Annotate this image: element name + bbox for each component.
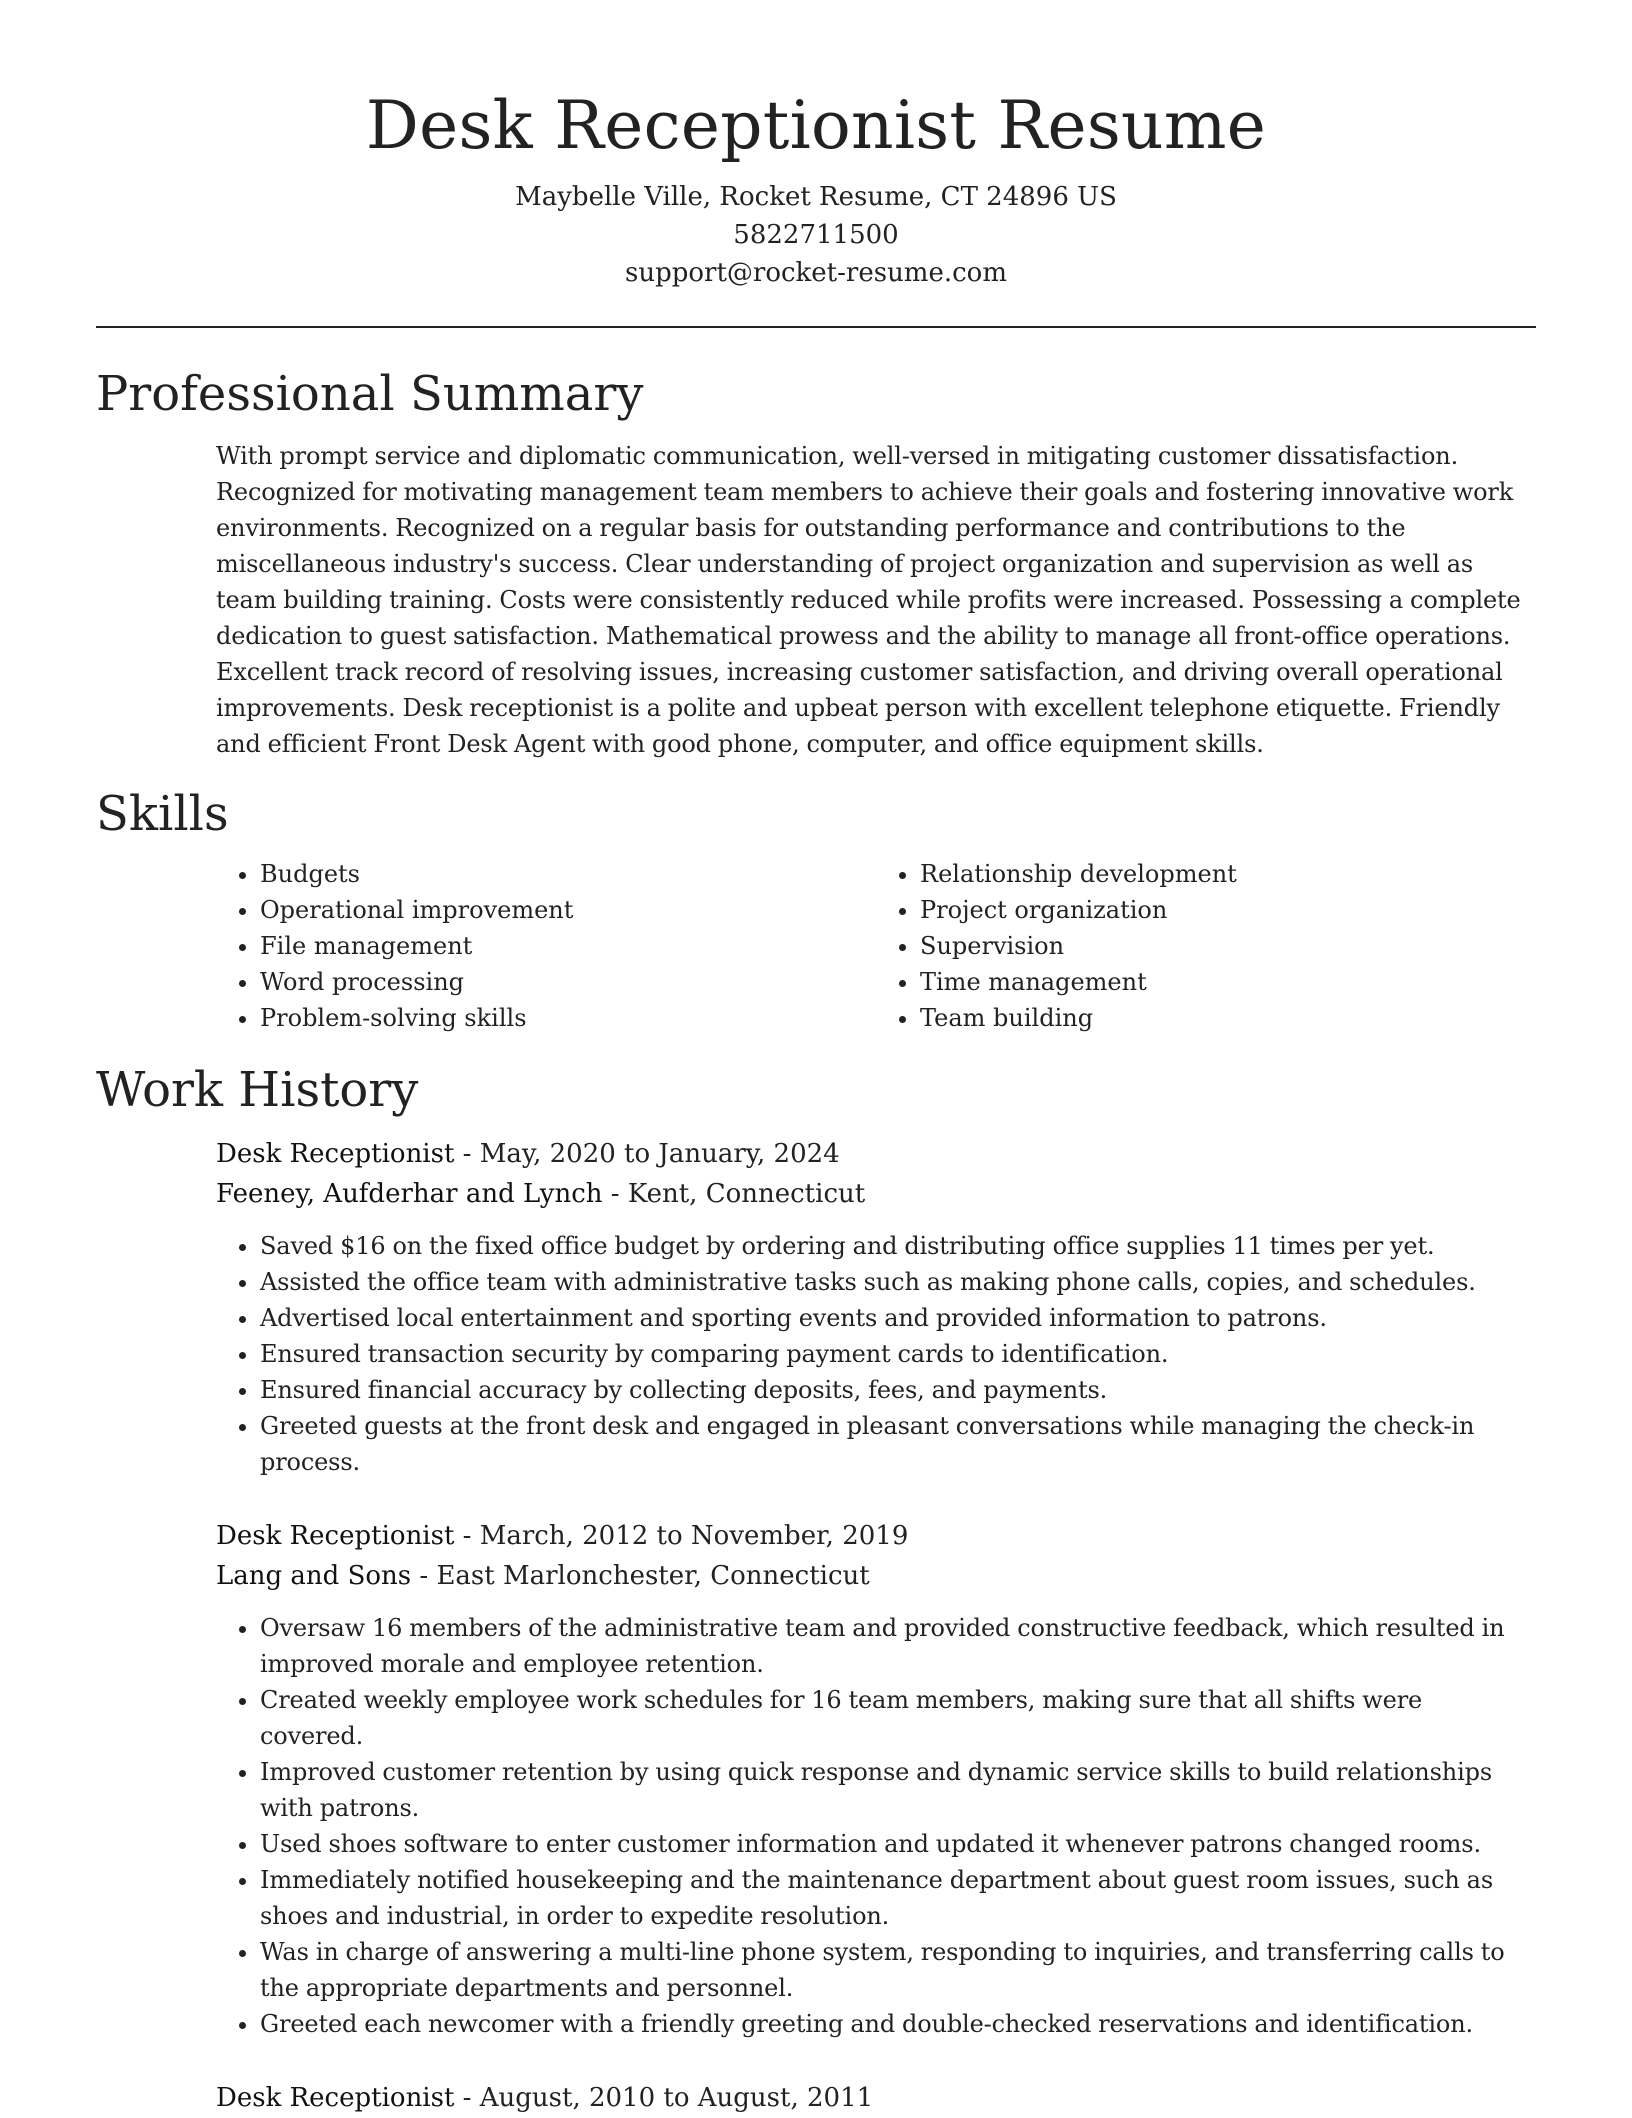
skills-heading: Skills [96,786,229,842]
job-bullet: • Advertised local entertainment and sporting events and provided information to patrons. [260,1300,1536,1336]
job-company-line [216,1174,1536,1214]
job-bullet: • Ensured transaction security by comparing payment cards to identification. [260,1336,1536,1372]
job-title-line [216,1516,1536,1556]
work-history-section [96,1060,1536,2118]
job-bullet: • Immediately notified housekeeping and the maintenance department about guest room issues, such as shoes and industrial, in order to expedite resolution. [260,1862,1536,1934]
summary-heading: Professional Summary [96,366,644,422]
job-company: Lang and Sons [216,1561,412,1591]
job-title-line [216,2078,1536,2118]
job-bullet: • Ensured financial accuracy by collecting deposits, fees, and payments. [260,1372,1536,1408]
skills-section [96,784,1536,1036]
job-bullet: • Greeted guests at the front desk and engaged in pleasant conversations while managing the check-in process. [260,1408,1536,1480]
skill-item: • Budgets [260,856,876,892]
job-bullet: • Saved $16 on the fixed office budget by ordering and distributing office supplies 11 times per yet. [260,1228,1536,1264]
job-company-line [216,1556,1536,1596]
job-bullet: • Oversaw 16 members of the administrative team and provided constructive feedback, which resulted in improved morale and employee retention. [260,1610,1536,1682]
job-bullet: • Created weekly employee work schedules for 16 team members, making sure that all shifts were covered. [260,1682,1536,1754]
job-bullet: • Was in charge of answering a multi-line phone system, responding to inquiries, and transferring calls to the appropriate departments and personnel. [260,1934,1536,2006]
job-title: Desk Receptionist [216,1521,455,1551]
resume-page [96,0,1536,2118]
job-dates: - August, 2010 to August, 2011 [454,2083,874,2113]
contact-address: Maybelle Ville, Rocket Resume, CT 24896 US [515,182,1117,212]
job-bullets [216,1228,1536,1480]
job-location: - Kent, Connecticut [602,1179,866,1209]
job-entry [216,1134,1536,1480]
skill-item: • Time management [920,964,1536,1000]
job-bullets [216,1610,1536,2042]
skill-item: • Word processing [260,964,876,1000]
summary-section [96,364,1536,762]
job-title: Desk Receptionist [216,2083,455,2113]
skill-item: • Supervision [920,928,1536,964]
job-company: Feeney, Aufderhar and Lynch [216,1179,603,1209]
skill-item: • File management [260,928,876,964]
contact-phone: 5822711500 [733,220,899,250]
job-dates: - March, 2012 to November, 2019 [454,1521,909,1551]
resume-header [96,0,1536,292]
header-divider [96,326,1536,328]
skill-item: • Project organization [920,892,1536,928]
job-title: Desk Receptionist [216,1139,455,1169]
skills-list-left [216,856,876,1036]
work-history-heading: Work History [96,1062,419,1118]
skill-item: • Problem-solving skills [260,1000,876,1036]
skill-item: • Operational improvement [260,892,876,928]
skill-item: • Relationship development [920,856,1536,892]
skills-grid [216,856,1536,1036]
job-bullet: • Assisted the office team with administrative tasks such as making phone calls, copies, and schedules. [260,1264,1536,1300]
contact-block [96,178,1536,292]
job-location: - East Marlonchester, Connecticut [411,1561,870,1591]
skills-list-right [876,856,1536,1036]
job-dates: - May, 2020 to January, 2024 [454,1139,840,1169]
job-bullet: • Greeted each newcomer with a friendly greeting and double-checked reservations and identification. [260,2006,1536,2042]
job-entry [216,1516,1536,2042]
job-bullet: • Used shoes software to enter customer information and updated it whenever patrons changed rooms. [260,1826,1536,1862]
skill-item: • Team building [920,1000,1536,1036]
job-title-line [216,1134,1536,1174]
summary-text: With prompt service and diplomatic communication, well-versed in mitigating customer dissatisfaction. Recognized for motivating management team members to achieve their goals and fostering innovative work environments. Recognized on a regular basis for outstanding performance and contributions to the miscellaneous industry's success. Clear understanding of project organization and supervision as well as team building training. Costs were consistently reduced while profits were increased. Possessing a complete dedication to guest satisfaction. Mathematical prowess and the ability to manage all front-office operations. Excellent track record of resolving issues, increasing customer satisfaction, and driving overall operational improvements. Desk receptionist is a polite and upbeat person with excellent telephone etiquette. Friendly and efficient Front Desk Agent with good phone, computer, and office equipment skills. [216,442,1521,758]
contact-email: support@rocket-resume.com [624,258,1007,288]
resume-title: Desk Receptionist Resume [365,87,1267,164]
job-bullet: • Improved customer retention by using quick response and dynamic service skills to build relationships with patrons. [260,1754,1536,1826]
job-entry [216,2078,1536,2118]
